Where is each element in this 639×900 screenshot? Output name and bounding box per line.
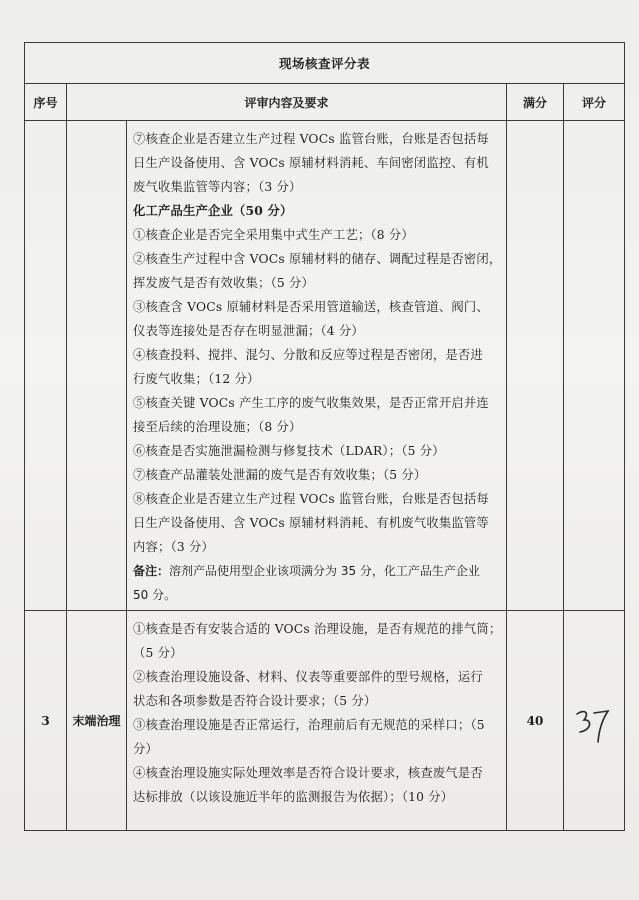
content-line: ③核查含 VOCs 原辅材料是否采用管道输送，核查管道、阀门、 — [133, 300, 489, 314]
max-score-cell: 40 — [507, 611, 564, 831]
note — [133, 559, 500, 583]
content-line: ⑤核查关键 VOCs 产生工序的废气收集效果，是否正常开启并连 — [133, 396, 489, 410]
content-line: ③核查治理设施是否正常运行，治理前后有无规范的采样口；（5 — [133, 718, 485, 732]
content-line: ②核查生产过程中含 VOCs 原辅材料的储存、调配过程是否密闭， — [133, 252, 502, 266]
score-cell-empty — [564, 121, 625, 611]
content-line: （5 分） — [133, 646, 183, 660]
category-cell-empty — [67, 121, 127, 611]
score-cell — [564, 611, 625, 831]
header-seq: 序号 — [25, 84, 67, 121]
note-text: 溶剂产品使用型企业该项满分为 35 分，化工产品生产企业 — [169, 564, 480, 578]
content-line: 行废气收集；（12 分） — [133, 372, 260, 386]
content-cell — [127, 611, 507, 831]
content-cell — [127, 121, 507, 611]
category-cell: 末端治理 — [67, 611, 127, 831]
seq-cell-empty — [25, 121, 67, 611]
content-line: 分） — [133, 742, 158, 756]
content-line: ⑥核查是否实施泄漏检测与修复技术（LDAR）；（5 分） — [133, 444, 445, 458]
header-content: 评审内容及要求 — [67, 84, 507, 121]
seq-cell: 3 — [25, 611, 67, 831]
note-text-2: 50 分。 — [133, 588, 177, 602]
table-row-3 — [25, 611, 625, 831]
content-line: ④核查治理设施实际处理效率是否符合设计要求，核查废气是否 — [133, 766, 483, 780]
max-cell-empty — [507, 121, 564, 611]
header-max: 满分 — [507, 84, 564, 121]
scoring-table — [24, 42, 625, 831]
content-line: ⑦核查产品灌装处泄漏的废气是否有效收集；（5 分） — [133, 468, 427, 482]
content-line: ⑦核查企业是否建立生产过程 VOCs 监管台账，台账是否包括每 — [133, 132, 489, 146]
content-line: ②核查治理设施设备、材料、仪表等重要部件的型号规格，运行 — [133, 670, 483, 684]
handwritten-score-37 — [572, 706, 612, 746]
table-row-continued — [25, 121, 625, 611]
content-line: 挥发废气是否有效收集；（5 分） — [133, 276, 314, 290]
content-line: ⑧核查企业是否建立生产过程 VOCs 监管台账，台账是否包括每 — [133, 492, 489, 506]
note-label: 备注： — [133, 564, 170, 578]
content-line: 内容；（3 分） — [133, 540, 214, 554]
content-line: 日生产设备使用、含 VOCs 原辅材料消耗、有机废气收集监管等 — [133, 516, 489, 530]
content-line: 废气收集监管等内容；（3 分） — [133, 180, 302, 194]
content-line: 接至后续的治理设施；（8 分） — [133, 420, 302, 434]
header-score: 评分 — [564, 84, 625, 121]
table-title: 现场核查评分表 — [25, 43, 625, 84]
content-line: 日生产设备使用、含 VOCs 原辅材料消耗、车间密闭监控、有机 — [133, 156, 489, 170]
content-line: ①核查是否有安装合适的 VOCs 治理设施，是否有规范的排气筒； — [133, 622, 502, 636]
content-line: ④核查投料、搅拌、混匀、分散和反应等过程是否密闭，是否进 — [133, 348, 483, 362]
section-heading: 化工产品生产企业（50 分） — [133, 203, 293, 218]
content-line: 仪表等连接处是否存在明显泄漏；（4 分） — [133, 324, 364, 338]
content-line: ①核查企业是否完全采用集中式生产工艺；（8 分） — [133, 228, 414, 242]
content-line: 状态和各项参数是否符合设计要求；（5 分） — [133, 694, 377, 708]
content-line: 达标排放（以该设施近半年的监测报告为依据）；（10 分） — [133, 790, 454, 804]
